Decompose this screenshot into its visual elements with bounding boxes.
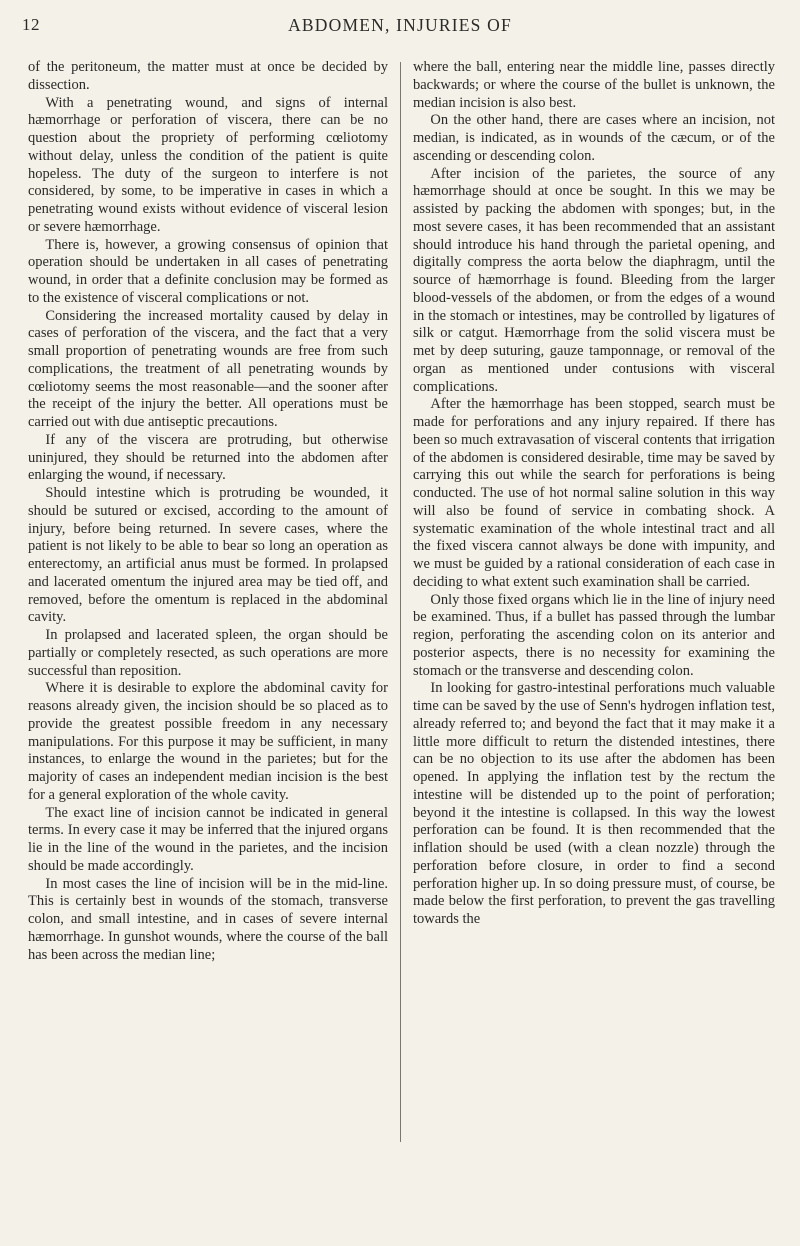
right-column [413, 59, 775, 929]
paragraph: After incision of the parietes, the source of any hæmorrhage should at once be sought. In this we may be assisted by packing the abdomen with sponges; but, in the most severe cases, it has been recommended that an assistant should introduce his hand through the parietal opening, and digitally compress the aorta below the diaphragm, until the source of hæmorrhage is found. Bleeding from the larger blood-vessels of the abdomen, or from the edges of a wound in the stomach or intestines, may be controlled by ligatures of silk or catgut. Hæmorrhage from the solid viscera must be met by deep suturing, gauze tamponnage, or removal of the organ as mentioned under contusions with visceral complications. [413, 165, 775, 395]
paragraph: Should intestine which is protruding be wounded, it should be sutured or excised, according to the amount of injury, before being returned. In severe cases, where the patient is not likely to be able to bear so long an operation as enterectomy, an artificial anus must be formed. In prolapsed and lacerated omentum the injured area may be tied off, and removed, before the omentum is replaced in the abdominal cavity. [28, 485, 388, 626]
paragraph: Only those fixed organs which lie in the line of injury need be examined. Thus, if a bullet has passed through the lumbar region, perforating the ascending colon on its anterior and posterior aspects, there is no necessity for examining the stomach or the transverse and descending colon. [413, 591, 775, 679]
running-title: ABDOMEN, INJURIES OF [288, 15, 512, 35]
paragraph: In looking for gastro-intestinal perforations much valuable time can be saved by the use of Senn's hydrogen inflation test, already referred to; and beyond the fact that it may make it a little more difficult to return the distended intestines, there can be no objection to its use after the abdomen has been opened. In applying the inflation test by the rectum the intestine will be distended up to the point of perforation; beyond it the intestine is collapsed. In this way the lowest perforation can be found. It is then recommended that the inflation should be used (with a clean nozzle) through the perforation before closure, in order to find a second perforation higher up. In so doing pressure must, of course, be made below the first perforation, to prevent the gas travelling towards the [413, 680, 775, 927]
paragraph: In prolapsed and lacerated spleen, the organ should be partially or completely resected, as such operations are more successful than reposition. [28, 627, 388, 679]
paragraph: With a penetrating wound, and signs of internal hæmorrhage or perforation of viscera, there can be no question about the propriety of performing cœliotomy without delay, unless the condition of the patient is quite hopeless. The duty of the surgeon to interfere is not considered, by some, to be imperative in cases in which a penetrating wound exists without evidence of visceral lesion or severe hæmorrhage. [28, 94, 388, 235]
paragraph: Where it is desirable to explore the abdominal cavity for reasons already given, the incision should be so placed as to provide the greatest possible freedom in any necessary manipulations. For this purpose it may be sufficient, in many instances, to enlarge the wound in the parietes; but for the majority of cases an independent median incision is the best for a general exploration of the whole cavity. [28, 680, 388, 803]
left-column [28, 59, 388, 964]
column-divider [400, 62, 401, 1142]
paragraph: On the other hand, there are cases where an incision, not median, is indicated, as in wounds of the cæcum, or of the ascending or descending colon. [413, 112, 775, 164]
paragraph: where the ball, entering near the middle line, passes directly backwards; or where the course of the bullet is unknown, the median incision is also best. [413, 59, 775, 111]
paragraph: of the peritoneum, the matter must at once be decided by dissection. [28, 59, 388, 93]
paragraph: The exact line of incision cannot be indicated in general terms. In every case it may be inferred that the injured organs lie in the line of the wound in the parietes, and the incision should be made accordingly. [28, 804, 388, 874]
paragraph: There is, however, a growing consensus of opinion that operation should be undertaken in all cases of penetrating wound, in order that a definite conclusion may be formed as to the existence of visceral complications or not. [28, 236, 388, 306]
paragraph: After the hæmorrhage has been stopped, search must be made for perforations and any injury repaired. If there has been so much extravasation of visceral contents that irrigation of the abdomen is considered desirable, time may be saved by carrying this out while the search for perforations is being conducted. The use of hot normal saline solution in this way will also be found of service in combating shock. A systematic examination of the whole intestinal tract and all the fixed viscera cannot always be done with impunity, and we must be guided by a rational consideration of each case in deciding to what extent such examination shall be carried. [413, 396, 775, 590]
page-number: 12 [22, 15, 40, 34]
paragraph: In most cases the line of incision will be in the mid-line. This is certainly best in wounds of the stomach, transverse colon, and small intestine, and in cases of severe internal hæmorrhage. In gunshot wounds, where the course of the ball has been across the median line; [28, 875, 388, 963]
paragraph: If any of the viscera are protruding, but otherwise uninjured, they should be returned into the abdomen after enlarging the wound, if necessary. [28, 431, 388, 484]
paragraph: Considering the increased mortality caused by delay in cases of perforation of the viscera, and the fact that a very small proportion of penetrating wounds are free from such complications, the treatment of all penetrating wounds by cœliotomy seems the most reasonable—and the sooner after the receipt of the injury the better. All operations must be carried out with due antiseptic precautions. [28, 307, 388, 430]
